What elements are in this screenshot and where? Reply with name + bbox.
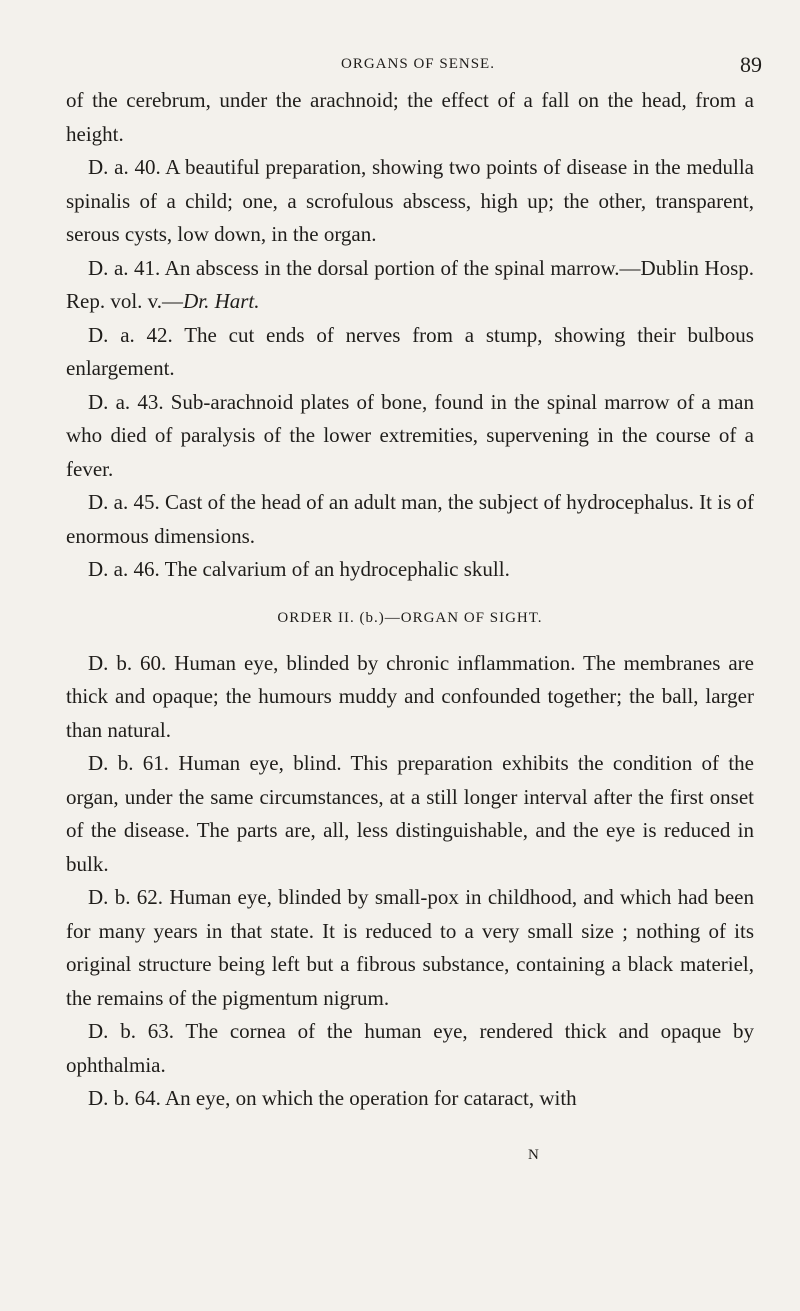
specimen-entry: D. b. 61. Human eye, blind. This preparation exhibits the condition of the organ, under the same circumstances, at a still longer interval after the first onset of the disease. The parts are, all, less distinguishable, and the eye is reduced in bulk.: [66, 751, 754, 876]
specimen-entry: D. a. 43. Sub-arachnoid plates of bone, found in the spinal marrow of a man who died of paralysis of the lower extremities, supervening in the course of a fever.: [66, 389, 754, 481]
specimen-entry: D. b. 64. An eye, on which the operation for cataract, with: [88, 1086, 577, 1110]
specimen-entry: D. b. 62. Human eye, blinded by small-pox in childhood, and which had been for many years in that state. It is reduced to a very small size ; nothing of its original structure being left but a fibrous substance, containing a black materiel, the remains of the pigmentum nigrum.: [66, 885, 754, 1010]
section-heading: ORDER II. (b.)—ORGAN OF SIGHT.: [277, 609, 543, 626]
paragraph: of the cerebrum, under the arachnoid; the effect of a fall on the head, from a height.: [66, 88, 754, 146]
body-text: [66, 84, 754, 1116]
specimen-entry: D. a. 41. An abscess in the dorsal portion of the spinal marrow.—Dublin Hosp. Rep. vol. v.—Dr. Hart.: [66, 255, 754, 313]
page-number: 89: [740, 52, 762, 77]
specimen-entry: D. a. 45. Cast of the head of an adult man, the subject of hydrocephalus. It is of enormous dimensions.: [66, 490, 755, 548]
running-head: ORGANS OF SENSE.: [341, 56, 495, 72]
specimen-entry: D. a. 46. The calvarium of an hydrocephalic skull.: [88, 557, 510, 581]
specimen-entry: D. b. 60. Human eye, blinded by chronic inflammation. The membranes are thick and opaque; the humours muddy and confounded together; the ball, larger than natural.: [66, 650, 754, 742]
page-header: [68, 52, 768, 82]
specimen-entry: D. a. 40. A beautiful preparation, showing two points of disease in the medulla spinalis of a child; one, a scrofulous abscess, high up; the other, transparent, serous cysts, low down, in the organ.: [66, 155, 754, 246]
signature-mark: N: [528, 1147, 539, 1163]
specimen-entry: D. b. 63. The cornea of the human eye, rendered thick and opaque by ophthalmia.: [66, 1019, 754, 1077]
specimen-entry: D. a. 42. The cut ends of nerves from a stump, showing their bulbous enlargement.: [66, 322, 754, 380]
